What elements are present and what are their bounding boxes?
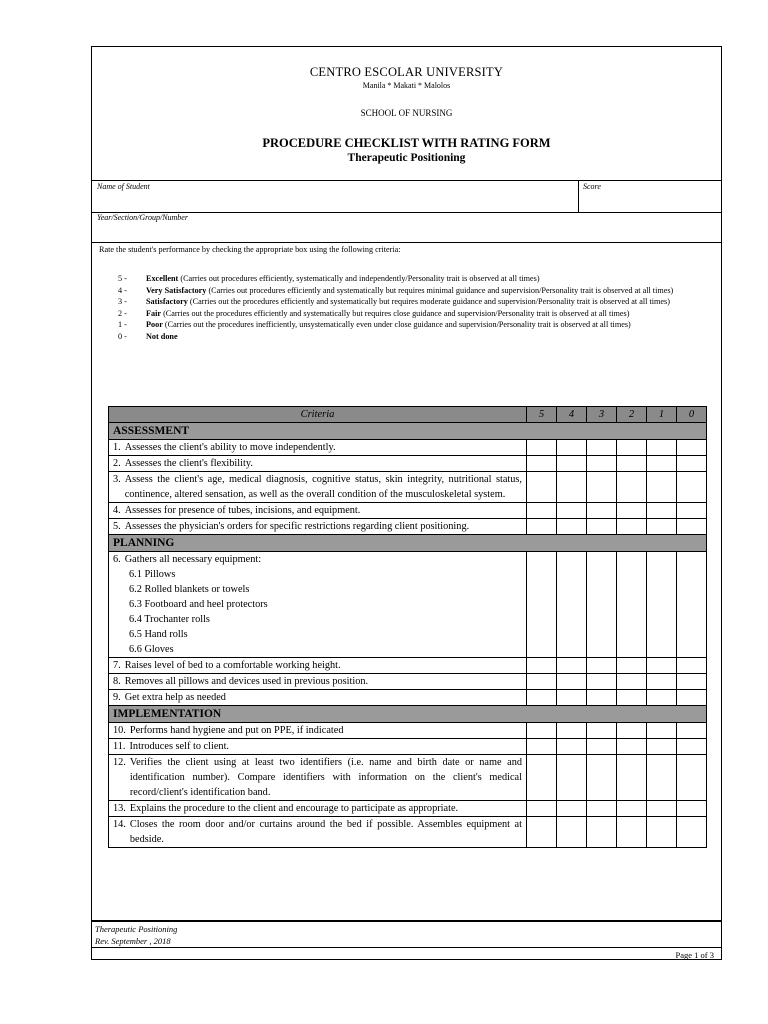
criteria-cell: [109, 552, 527, 658]
score-checkbox-cell[interactable]: [647, 739, 677, 755]
divider: [91, 921, 722, 922]
legend-desc: (Carries out procedures efficiently and systematically but requires minimal guidance and supervision/Personality trait is observed at all times): [206, 285, 674, 295]
item-number: 7.: [113, 660, 121, 671]
section-title: ASSESSMENT: [109, 423, 707, 440]
table-row: [109, 552, 707, 658]
score-checkbox-cell[interactable]: [527, 723, 557, 739]
legend-desc: (Carries out the procedures inefficiently, unsystematically even under close guidance and supervision/Personality trait is observed at all times): [162, 320, 631, 329]
score-header: 0: [677, 407, 707, 423]
score-header: 1: [647, 407, 677, 423]
criteria-cell: [109, 519, 527, 535]
item-number: 12.: [113, 757, 126, 768]
item-number: 4.: [113, 505, 121, 516]
legend-item: [118, 308, 706, 320]
legend-term: Not done: [146, 331, 178, 341]
score-checkbox-cell[interactable]: [587, 739, 617, 755]
score-checkbox-cell[interactable]: [527, 519, 557, 535]
score-checkbox-cell[interactable]: [557, 440, 587, 456]
legend-number: 5 -: [118, 274, 127, 283]
item-text: Assesses the client's ability to move independently.: [124, 442, 336, 453]
sub-item: 6.1 Pillows: [129, 569, 176, 580]
table-row: [109, 472, 707, 503]
score-checkbox-cell[interactable]: [647, 519, 677, 535]
score-checkbox-cell[interactable]: [677, 456, 707, 472]
score-checkbox-cell[interactable]: [557, 503, 587, 519]
section-label: Year/Section/Group/Number: [97, 213, 188, 222]
section-row: [109, 535, 707, 552]
divider: [721, 904, 722, 960]
criteria-cell: [109, 739, 527, 755]
score-checkbox-cell[interactable]: [557, 755, 587, 801]
score-checkbox-cell[interactable]: [677, 503, 707, 519]
form-subtitle: Therapeutic Positioning: [347, 152, 466, 164]
legend-desc: (Carries out the procedures efficiently and systematically but requires close guidance and supervision/Personality trait is observed at all times): [161, 308, 630, 318]
score-checkbox-cell[interactable]: [557, 552, 587, 658]
score-checkbox-cell[interactable]: [677, 755, 707, 801]
legend-term: Excellent: [146, 274, 179, 283]
score-checkbox-cell[interactable]: [617, 472, 647, 503]
criteria-cell: [109, 723, 527, 739]
score-checkbox-cell[interactable]: [527, 801, 557, 817]
item-text: Removes all pillows and devices used in previous position.: [124, 676, 369, 687]
score-checkbox-cell[interactable]: [617, 739, 647, 755]
criteria-cell: [109, 440, 527, 456]
school-name: SCHOOL OF NURSING: [360, 108, 453, 118]
score-checkbox-cell[interactable]: [617, 723, 647, 739]
section-row: [109, 706, 707, 723]
item-text: Gathers all necessary equipment:: [124, 554, 262, 565]
criteria-header: Criteria: [109, 407, 527, 423]
score-checkbox-cell[interactable]: [617, 674, 647, 690]
item-text: Verifies the client using at least two identifiers (i.e. name and birth date or name and identification number). Compare identifiers with information on the client's medical record/client's identification band.: [129, 757, 522, 798]
legend-item: [118, 319, 706, 331]
table-header-row: [109, 407, 707, 423]
item-text: Introduces self to client.: [129, 741, 230, 752]
item-text: Performs hand hygiene and put on PPE, if indicated: [129, 725, 344, 736]
university-name: CENTRO ESCOLAR UNIVERSITY: [309, 65, 504, 79]
item-number: 1.: [113, 442, 121, 453]
score-checkbox-cell[interactable]: [557, 472, 587, 503]
score-checkbox-cell[interactable]: [527, 456, 557, 472]
score-checkbox-cell[interactable]: [587, 519, 617, 535]
score-checkbox-cell[interactable]: [557, 658, 587, 674]
item-number: 14.: [113, 819, 126, 830]
legend-text: [146, 331, 706, 343]
score-checkbox-cell[interactable]: [557, 801, 587, 817]
score-header: 5: [527, 407, 557, 423]
score-checkbox-cell[interactable]: [587, 503, 617, 519]
legend-term: Very Satisfactory: [146, 285, 207, 295]
item-number: 10.: [113, 725, 126, 736]
score-checkbox-cell[interactable]: [527, 658, 557, 674]
sub-item: 6.5 Hand rolls: [129, 629, 188, 640]
divider: [578, 180, 579, 212]
score-checkbox-cell[interactable]: [677, 801, 707, 817]
table-row: [109, 723, 707, 739]
score-checkbox-cell[interactable]: [587, 658, 617, 674]
score-checkbox-cell[interactable]: [647, 503, 677, 519]
form-title: PROCEDURE CHECKLIST WITH RATING FORM: [262, 136, 551, 150]
item-text: Explains the procedure to the client and encourage to participate as appropriate.: [129, 803, 459, 814]
item-text: Assess the client's age, medical diagnosis, cognitive status, skin integrity, nutritional status, continence, altered sensation, as well as the overall condition of the musculoskeletal system.: [124, 474, 522, 500]
legend-item: [118, 296, 706, 308]
table-row: [109, 817, 707, 848]
score-checkbox-cell[interactable]: [647, 658, 677, 674]
score-header: 3: [587, 407, 617, 423]
score-checkbox-cell[interactable]: [647, 817, 677, 848]
score-checkbox-cell[interactable]: [647, 801, 677, 817]
criteria-cell: [109, 456, 527, 472]
score-label: Score: [583, 182, 601, 191]
score-checkbox-cell[interactable]: [527, 503, 557, 519]
score-checkbox-cell[interactable]: [677, 739, 707, 755]
score-checkbox-cell[interactable]: [587, 723, 617, 739]
sub-item: 6.4 Trochanter rolls: [129, 614, 210, 625]
score-checkbox-cell[interactable]: [557, 674, 587, 690]
student-name-label: Name of Student: [97, 182, 150, 191]
sub-item: 6.2 Rolled blankets or towels: [129, 584, 250, 595]
score-checkbox-cell[interactable]: [527, 817, 557, 848]
score-checkbox-cell[interactable]: [527, 552, 557, 658]
score-checkbox-cell[interactable]: [557, 739, 587, 755]
legend-desc: (Carries out the procedures efficiently and systematically but requires moderate guidance and supervision/Personality trait is observed at all times): [187, 297, 670, 306]
table-row: [109, 658, 707, 674]
item-number: 13.: [113, 803, 126, 814]
legend-number: 3 -: [118, 297, 127, 306]
score-checkbox-cell[interactable]: [557, 690, 587, 706]
instructions: Rate the student's performance by checking the appropriate box using the following criteria:: [99, 245, 401, 254]
score-checkbox-cell[interactable]: [617, 801, 647, 817]
criteria-cell: [109, 690, 527, 706]
item-text: Get extra help as needed: [124, 692, 226, 703]
score-checkbox-cell[interactable]: [647, 552, 677, 658]
legend-term: Poor: [146, 320, 163, 329]
score-checkbox-cell[interactable]: [617, 456, 647, 472]
table-row: [109, 674, 707, 690]
legend-text: [146, 296, 706, 308]
criteria-cell: [109, 658, 527, 674]
score-header: 2: [617, 407, 647, 423]
score-checkbox-cell[interactable]: [617, 690, 647, 706]
score-checkbox-cell[interactable]: [587, 801, 617, 817]
criteria-cell: [109, 801, 527, 817]
score-checkbox-cell[interactable]: [557, 519, 587, 535]
checklist-table: [108, 406, 707, 848]
divider: [91, 947, 722, 948]
table-row: [109, 690, 707, 706]
table-row: [109, 519, 707, 535]
score-checkbox-cell[interactable]: [617, 552, 647, 658]
score-checkbox-cell[interactable]: [647, 472, 677, 503]
score-checkbox-cell[interactable]: [647, 723, 677, 739]
score-checkbox-cell[interactable]: [587, 456, 617, 472]
score-checkbox-cell[interactable]: [527, 674, 557, 690]
table-row: [109, 503, 707, 519]
score-checkbox-cell[interactable]: [557, 456, 587, 472]
criteria-cell: [109, 817, 527, 848]
legend-text: [146, 285, 706, 297]
score-checkbox-cell[interactable]: [677, 723, 707, 739]
score-checkbox-cell[interactable]: [677, 658, 707, 674]
score-checkbox-cell[interactable]: [677, 817, 707, 848]
divider: [92, 180, 721, 181]
rating-legend: [118, 273, 706, 342]
table-row: [109, 456, 707, 472]
score-checkbox-cell[interactable]: [677, 674, 707, 690]
item-number: 8.: [113, 676, 121, 687]
score-checkbox-cell[interactable]: [587, 755, 617, 801]
score-checkbox-cell[interactable]: [617, 519, 647, 535]
score-checkbox-cell[interactable]: [587, 817, 617, 848]
table-row: [109, 440, 707, 456]
score-checkbox-cell[interactable]: [557, 817, 587, 848]
score-checkbox-cell[interactable]: [527, 472, 557, 503]
score-checkbox-cell[interactable]: [617, 440, 647, 456]
score-checkbox-cell[interactable]: [647, 674, 677, 690]
legend-term: Fair: [146, 308, 162, 318]
item-text: Assesses the physician's orders for specific restrictions regarding client positioning.: [124, 521, 470, 532]
footer-revision: Rev. September , 2018: [95, 936, 171, 946]
legend-term: Satisfactory: [146, 297, 188, 306]
score-header: 4: [557, 407, 587, 423]
item-number: 2.: [113, 458, 121, 469]
score-checkbox-cell[interactable]: [647, 755, 677, 801]
table-row: [109, 755, 707, 801]
score-checkbox-cell[interactable]: [617, 755, 647, 801]
section-title: IMPLEMENTATION: [109, 706, 707, 723]
score-checkbox-cell[interactable]: [527, 755, 557, 801]
table-row: [109, 739, 707, 755]
score-checkbox-cell[interactable]: [677, 690, 707, 706]
legend-text: [146, 273, 706, 285]
score-checkbox-cell[interactable]: [617, 817, 647, 848]
sub-item: 6.6 Gloves: [129, 644, 174, 655]
score-checkbox-cell[interactable]: [557, 723, 587, 739]
legend-number: 2 -: [118, 308, 127, 318]
legend-item: [118, 285, 706, 297]
score-checkbox-cell[interactable]: [527, 739, 557, 755]
legend-number: 0 -: [118, 331, 127, 341]
score-checkbox-cell[interactable]: [587, 552, 617, 658]
score-checkbox-cell[interactable]: [647, 456, 677, 472]
item-text: Raises level of bed to a comfortable working height.: [124, 660, 341, 671]
score-checkbox-cell[interactable]: [647, 690, 677, 706]
score-checkbox-cell[interactable]: [617, 658, 647, 674]
criteria-cell: [109, 472, 527, 503]
item-number: 6.: [113, 554, 121, 565]
score-checkbox-cell[interactable]: [527, 440, 557, 456]
score-checkbox-cell[interactable]: [677, 552, 707, 658]
item-text: Assesses the client's flexibility.: [124, 458, 253, 469]
legend-text: [146, 308, 706, 320]
item-number: 3.: [113, 474, 121, 485]
item-number: 5.: [113, 521, 121, 532]
score-checkbox-cell[interactable]: [587, 472, 617, 503]
score-checkbox-cell[interactable]: [587, 440, 617, 456]
score-checkbox-cell[interactable]: [677, 440, 707, 456]
divider: [92, 242, 721, 243]
divider: [91, 904, 92, 960]
score-checkbox-cell[interactable]: [677, 472, 707, 503]
sub-item: 6.3 Footboard and heel protectors: [129, 599, 268, 610]
score-checkbox-cell[interactable]: [527, 690, 557, 706]
score-checkbox-cell[interactable]: [587, 690, 617, 706]
legend-number: 4 -: [118, 285, 127, 295]
legend-item: [118, 273, 706, 285]
footer-doc-name: Therapeutic Positioning: [95, 924, 178, 934]
campus-list: Manila * Makati * Malolos: [362, 81, 451, 90]
score-checkbox-cell[interactable]: [587, 674, 617, 690]
criteria-cell: [109, 674, 527, 690]
criteria-cell: [109, 503, 527, 519]
score-checkbox-cell[interactable]: [647, 440, 677, 456]
section-title: PLANNING: [109, 535, 707, 552]
criteria-cell: [109, 755, 527, 801]
item-text: Closes the room door and/or curtains around the bed if possible. Assembles equipment at bedside.: [129, 819, 522, 845]
item-number: 11.: [113, 741, 126, 752]
legend-item: [118, 331, 706, 343]
footer: [91, 904, 722, 960]
page-number: Page 1 of 3: [675, 950, 714, 960]
item-text: Assesses for presence of tubes, incisions, and equipment.: [124, 505, 361, 516]
score-checkbox-cell[interactable]: [617, 503, 647, 519]
legend-text: [146, 319, 706, 331]
section-row: [109, 423, 707, 440]
divider: [91, 959, 722, 960]
table-row: [109, 801, 707, 817]
item-number: 9.: [113, 692, 121, 703]
legend-desc: (Carries out procedures efficiently, systematically and independently/Personality trait is observed at all times): [178, 274, 540, 283]
score-checkbox-cell[interactable]: [677, 519, 707, 535]
legend-number: 1 -: [118, 320, 127, 329]
